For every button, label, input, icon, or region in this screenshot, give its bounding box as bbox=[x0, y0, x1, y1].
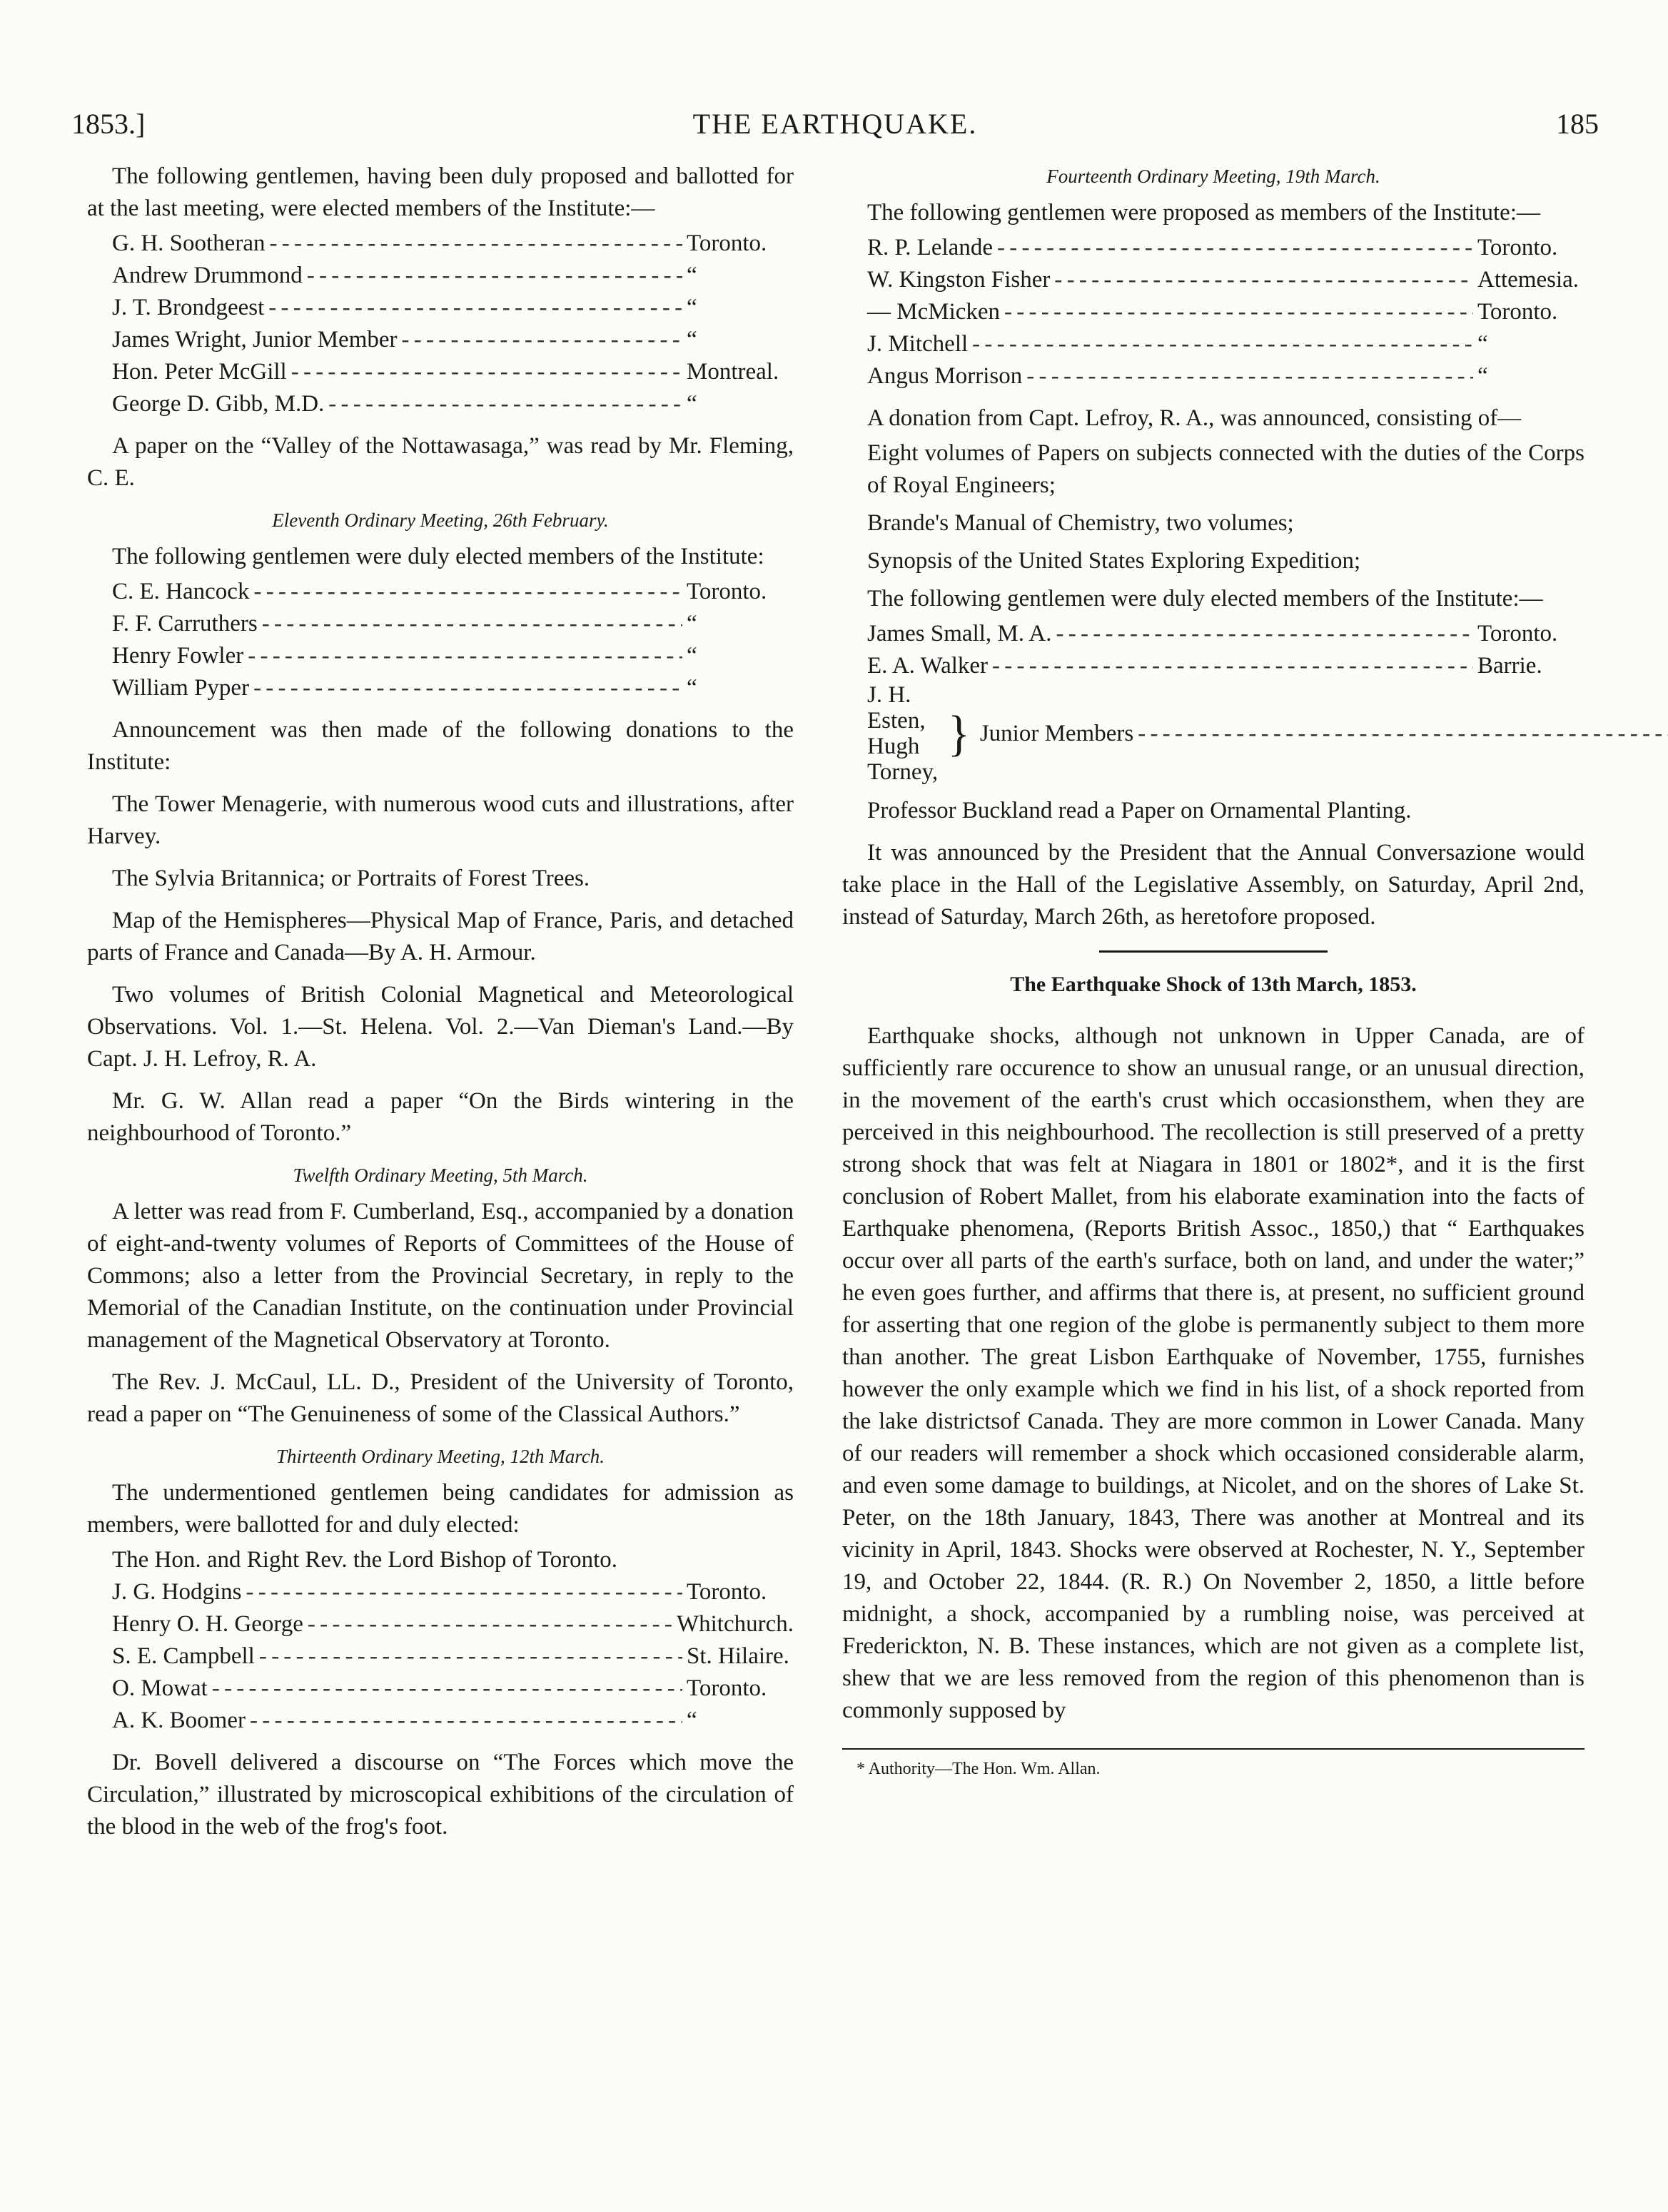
member-list bbox=[867, 618, 1584, 682]
member-name: Henry O. H. George bbox=[112, 1611, 303, 1637]
member-name: J. G. Hodgins bbox=[112, 1579, 242, 1605]
member-entry bbox=[112, 576, 794, 608]
member-place: Whitchurch. bbox=[676, 1611, 794, 1637]
member-name: James Small, M. A. bbox=[867, 621, 1052, 646]
meeting-heading: Eleventh Ordinary Meeting, 26th February. bbox=[272, 509, 609, 531]
member-place: Toronto. bbox=[687, 1675, 767, 1701]
member-place: “ bbox=[687, 675, 697, 701]
member-entry bbox=[112, 1576, 794, 1608]
member-place: Toronto. bbox=[1477, 299, 1558, 325]
member-place: Toronto. bbox=[687, 1579, 767, 1605]
paragraph: Dr. Bovell delivered a discourse on “The Forces which move the Circulation,” illustrated by microscopical exhibitions of the circulation of the blood in the web of the frog's foot. bbox=[87, 1750, 794, 1840]
member-entry bbox=[112, 228, 794, 260]
member-place: “ bbox=[687, 1708, 697, 1733]
junior-name: Hugh Torney, bbox=[867, 734, 939, 785]
meeting-heading: Fourteenth Ordinary Meeting, 19th March. bbox=[1046, 166, 1380, 187]
paragraph: Earthquake shocks, although not unknown in Upper Canada, are of sufficiently rare occurence to show an unusual range, or an unusual direction, in the movement of the earth's crust which occasionsthem, when they are perceived in this neighbourhood. The recollection is still preserved of a pretty strong shock that was felt at Niagara in 1801 or 1802*, and it is the first conclusion of Robert Mallet, from his elaborate examination into the facts of Earthquake phenomena, (Reports British Assoc., 1850,) that “ Earthquakes occur over all parts of the earth's surface, both on land, and under the water;” he even goes further, and affirms that there is, at present, no sufficient ground for asserting that one region of the globe is permanently subject to them more than another. The great Lisbon Earthquake of November, 1755, furnishes however the only example which we find in his list, of a shock reported from the lake districtsof Canada. They are more common in Lower Canada. Many of our readers will remember a shock which occasioned considerable alarm, and even some damage to buildings, at Nicolet, and on the shores of Lake St. Peter, on the 18th January, 1843, There was another at Montreal and its vicinity in April, 1843. Shocks were observed at Rochester, N. Y., September 19, and October 22, 1844. (R. R.) On November 2, 1850, a little before midnight, a shock, accompanied by a rumbling noise, was perceived at Frederickton, N. B. These instances, which are not given as a complete list, shew that we are less removed from the region of this phenomenon than is commonly supposed by bbox=[842, 1023, 1584, 1723]
member-name: W. Kingston Fisher bbox=[867, 267, 1051, 293]
right-column bbox=[842, 161, 1584, 1780]
list-item: Eight volumes of Papers on subjects connected with the duties of the Corps of Royal Engineers; bbox=[867, 440, 1584, 498]
member-name: Angus Morrison bbox=[867, 363, 1023, 389]
member-name: F. F. Carruthers bbox=[112, 611, 258, 636]
junior-name: J. H. Esten, bbox=[867, 682, 926, 734]
member-entry bbox=[112, 1608, 794, 1640]
section-title: The Earthquake Shock of 13th March, 1853. bbox=[1010, 973, 1417, 996]
paragraph: A donation from Capt. Lefroy, R. A., was announced, consisting of— bbox=[867, 405, 1522, 431]
member-name: Henry Fowler bbox=[112, 643, 244, 669]
member-place: “ bbox=[687, 611, 697, 636]
paragraph: A letter was read from F. Cumberland, Esq., accompanied by a donation of eight-and-twenty volumes of Reports of Committees of the House of Commons; also a letter from the Provincial Secretary, in reply to the Memorial of the Canadian Institute, on the continuation under Provincial management of the Magnetical Observatory at Toronto. bbox=[87, 1199, 794, 1353]
member-name: J. Mitchell bbox=[867, 331, 969, 357]
member-place: Toronto. bbox=[1477, 235, 1558, 260]
member-entry bbox=[867, 296, 1584, 328]
meeting-heading: Thirteenth Ordinary Meeting, 12th March. bbox=[276, 1446, 605, 1467]
member-entry bbox=[112, 1705, 794, 1737]
paragraph: The undermentioned gentlemen being candidates for admission as members, were ballotted for and duly elected: bbox=[87, 1480, 794, 1538]
header-title: THE EARTHQUAKE. bbox=[692, 108, 978, 140]
member-place: “ bbox=[687, 263, 697, 288]
paragraph: Mr. G. W. Allan read a paper “On the Birds wintering in the neighbourhood of Toronto.” bbox=[87, 1088, 794, 1146]
member-entry bbox=[112, 608, 794, 640]
paragraph: The Sylvia Britannica; or Portraits of Forest Trees. bbox=[112, 866, 590, 891]
junior-members bbox=[867, 682, 1584, 785]
paragraph: The following gentlemen, having been duly proposed and ballotted for at the last meeting, were elected members of the Institute:— bbox=[87, 163, 794, 221]
member-place: “ bbox=[687, 643, 697, 669]
member-entry bbox=[867, 650, 1584, 682]
member-place: Montreal. bbox=[687, 359, 779, 385]
member-entry bbox=[112, 388, 794, 420]
member-place: “ bbox=[687, 295, 697, 320]
member-place: “ bbox=[687, 327, 697, 352]
member-entry bbox=[112, 292, 794, 324]
member-entry bbox=[867, 360, 1584, 392]
brace-glyph: } bbox=[948, 705, 970, 761]
member-entry bbox=[867, 618, 1584, 650]
member-name: G. H. Sootheran bbox=[112, 230, 266, 256]
member-place: Toronto. bbox=[687, 230, 767, 256]
member-place: Attemesia. bbox=[1477, 267, 1579, 293]
member-entry bbox=[112, 1640, 794, 1673]
paragraph: Two volumes of British Colonial Magnetical and Meteorological Observations. Vol. 1.—St. Helena. Vol. 2.—Van Dieman's Land.—By Capt. J. H. Lefroy, R. A. bbox=[87, 982, 794, 1072]
paragraph: The following gentlemen were duly elected members of the Institute: bbox=[112, 544, 764, 569]
bishop-entry: The Hon. and Right Rev. the Lord Bishop of Toronto. bbox=[112, 1547, 618, 1573]
member-entry bbox=[112, 672, 794, 704]
member-name: S. E. Campbell bbox=[112, 1643, 255, 1669]
member-name: Hon. Peter McGill bbox=[112, 359, 287, 385]
member-name: George D. Gibb, M.D. bbox=[112, 391, 325, 417]
member-entry bbox=[112, 640, 794, 672]
paragraph: A paper on the “Valley of the Nottawasaga,” was read by Mr. Fleming, C. E. bbox=[87, 433, 794, 491]
member-name: E. A. Walker bbox=[867, 653, 989, 679]
member-entry bbox=[867, 232, 1584, 264]
member-name: O. Mowat bbox=[112, 1675, 208, 1701]
member-entry bbox=[112, 356, 794, 388]
junior-label: Junior Members bbox=[979, 720, 1134, 746]
member-name: R. P. Lelande bbox=[867, 235, 993, 260]
paragraph: Announcement was then made of the following donations to the Institute: bbox=[87, 717, 794, 775]
member-name: C. E. Hancock bbox=[112, 579, 250, 604]
member-place: “ bbox=[1477, 363, 1488, 389]
member-place: Toronto. bbox=[687, 579, 767, 604]
member-place: St. Hilaire. bbox=[687, 1643, 789, 1669]
member-list bbox=[867, 232, 1584, 392]
meeting-heading: Twelfth Ordinary Meeting, 5th March. bbox=[293, 1165, 588, 1186]
member-list bbox=[112, 1544, 794, 1576]
member-list bbox=[112, 576, 794, 704]
paragraph: It was announced by the President that the Annual Conversazione would take place in the Hall of the Legislative Assembly, on Saturday, April 2nd, instead of Saturday, March 26th, as heretofore proposed. bbox=[842, 840, 1584, 930]
left-column bbox=[87, 161, 794, 1853]
list-item: Synopsis of the United States Exploring Expedition; bbox=[867, 548, 1361, 574]
member-entry bbox=[867, 328, 1584, 360]
paragraph: The Tower Menagerie, with numerous wood cuts and illustrations, after Harvey. bbox=[87, 791, 794, 849]
member-entry bbox=[112, 324, 794, 356]
member-entry bbox=[112, 260, 794, 292]
paragraph: Professor Buckland read a Paper on Ornamental Planting. bbox=[867, 798, 1412, 823]
paragraph: The following gentlemen were proposed as members of the Institute:— bbox=[867, 200, 1540, 225]
member-name: — McMicken bbox=[867, 299, 1001, 325]
member-list bbox=[112, 1576, 794, 1737]
paragraph: The Rev. J. McCaul, LL. D., President of the University of Toronto, read a paper on “The Genuineness of some of the Classical Authors.” bbox=[87, 1369, 794, 1427]
member-entry bbox=[112, 1673, 794, 1705]
member-name: James Wright, Junior Member bbox=[112, 327, 398, 352]
header-year: 1853.] bbox=[71, 108, 146, 140]
member-place: “ bbox=[1477, 331, 1488, 357]
member-name: William Pyper bbox=[112, 675, 250, 701]
paragraph: The following gentlemen were duly elected members of the Institute:— bbox=[867, 586, 1543, 612]
page-number: 185 bbox=[1556, 108, 1599, 140]
donation-items bbox=[842, 437, 1584, 577]
member-list bbox=[112, 228, 794, 420]
section-divider bbox=[1099, 950, 1328, 953]
list-item: Brande's Manual of Chemistry, two volumes; bbox=[867, 510, 1294, 536]
member-place: Toronto. bbox=[1477, 621, 1558, 646]
footnote: * Authority—The Hon. Wm. Allan. bbox=[856, 1760, 1101, 1778]
member-place: “ bbox=[687, 391, 697, 417]
member-entry bbox=[867, 264, 1584, 296]
member-name: J. T. Brondgeest bbox=[112, 295, 265, 320]
footnote-divider bbox=[842, 1748, 1584, 1750]
member-name: Andrew Drummond bbox=[112, 263, 303, 288]
paragraph: Map of the Hemispheres—Physical Map of France, Paris, and detached parts of France and Canada—By A. H. Armour. bbox=[87, 908, 794, 965]
member-place: Barrie. bbox=[1477, 653, 1542, 679]
running-head bbox=[71, 107, 1599, 150]
member-name: A. K. Boomer bbox=[112, 1708, 246, 1733]
